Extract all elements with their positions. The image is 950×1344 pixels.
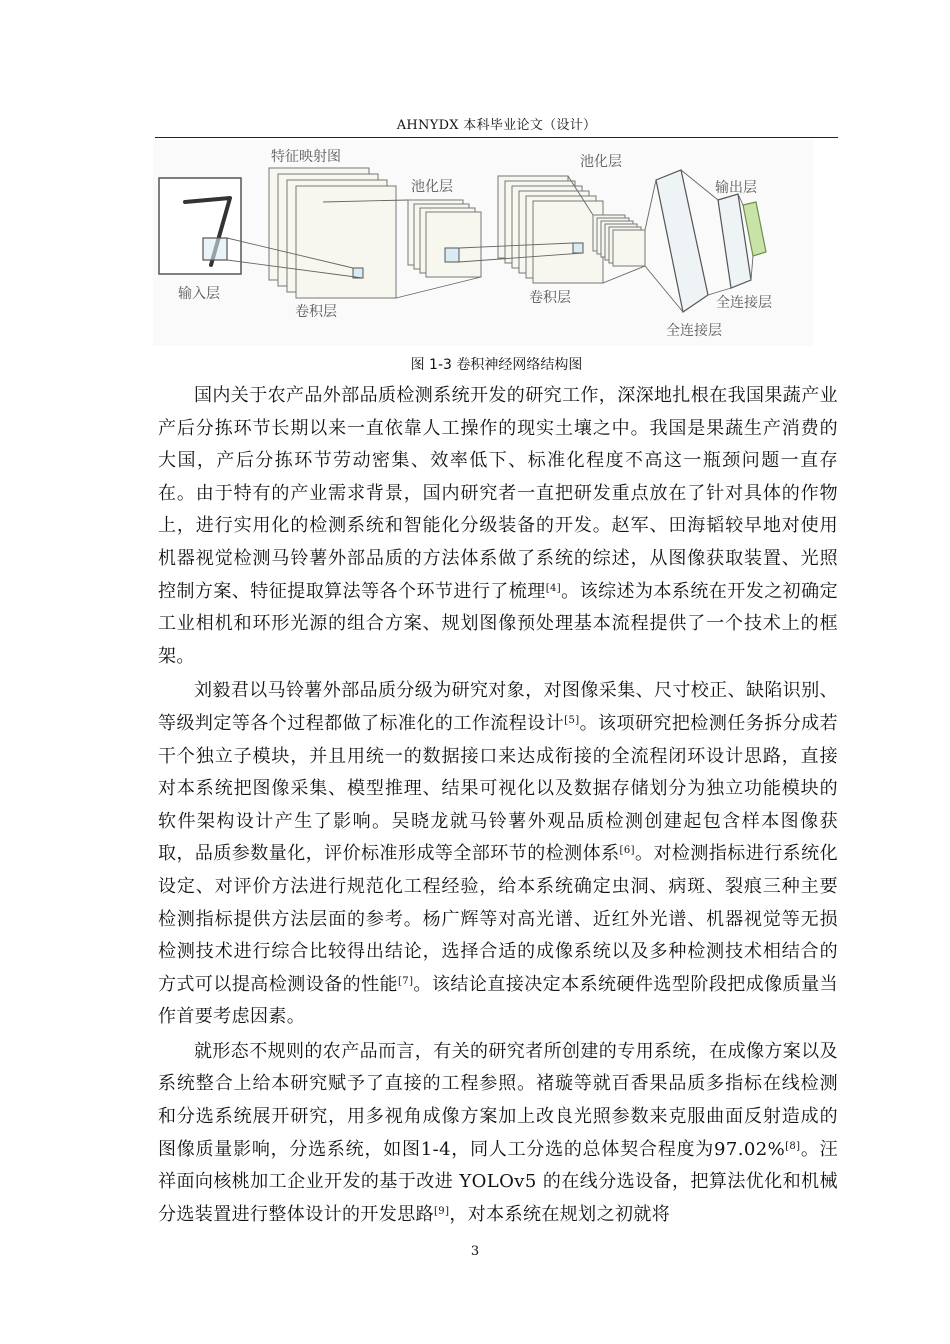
citation-ref: [5] [564,714,580,726]
citation-ref: [9] [434,1205,450,1217]
label-pooling-1: 池化层 [411,179,453,195]
text-run: 。该项研究把检测任务拆分成若干个独立子模块，并且用统一的数据接口来达成衔接的全流程闭环设计思路，直接对本系统把图像采集、模型推理、结果可视化以及数据存储划分为独立功能模块的软件架构设计产生了影响。吴晓龙就马铃薯外观品质检测创建起包含样本图像获取，品质参数量化，评价标准形成等全部环节的检测体系 [158,712,838,865]
conv2-cell [573,243,583,253]
text-run: 。该综述为本系统在开发之初确定工业相机和环形光源的组合方案、规划图像预处理基本流程提供了一个技术上的框架。 [158,580,839,667]
page-header: AHNYDX 本科毕业论文（设计） [396,118,597,133]
paragraph-3 [158,1036,838,1232]
body-text [158,380,838,1233]
text-run: 。汪祥面向核桃加工企业开发的基于改进 YOLOv5 的在线分选设备，把算法优化和机械分选装置进行整体设计的开发思路 [158,1138,838,1225]
label-fc-2: 全连接层 [666,323,722,339]
label-conv-1: 卷积层 [295,304,337,320]
label-output: 输出层 [715,180,757,196]
text-run: 。该结论直接决定本系统硬件选型阶段把成像质量当作首要考虑因素。 [158,973,838,1028]
text-run: 刘毅君以马铃薯外部品质分级为研究对象，对图像采集、尺寸校正、缺陷识别、等级判定等各个过程都做了标准化的工作流程设计 [158,680,838,734]
label-fc-1: 全连接层 [716,295,772,311]
label-pooling-2: 池化层 [580,154,622,170]
citation-ref: [6] [619,845,635,857]
figure-caption: 图 1-3 卷积神经网络结构图 [410,357,583,373]
input-image [159,178,241,274]
text-run: 就形态不规则的农产品而言，有关的研究者所创建的专用系统，在成像方案以及系统整合上给本研究赋予了直接的工程参照。褚璇等就百香果品质多指标在线检测和分选系统展开研究，用多视角成像方案加上改良光照参数来克服曲面反射造成的图像质量影响，分选系统，如图1-4，同人工分选的总体契合程度为97.02% [158,1040,838,1160]
header-rule [155,137,838,138]
label-conv-2: 卷积层 [529,290,571,306]
cnn-structure-figure [153,140,813,346]
input-receptive-field [203,238,227,260]
text-run: 国内关于农产品外部品质检测系统开发的研究工作，深深地扎根在我国果蔬产业产后分拣环节长期以来一直依靠人工操作的现实土壤之中。我国是果蔬生产消费的大国，产后分拣环节劳动密集、效率低下、标准化程度不高这一瓶颈问题一直存在。由于特有的产业需求背景，国内研究者一直把研发重点放在了针对具体的作物上，进行实用化的检测系统和智能化分级装备的开发。赵军、田海韬较早地对使用机器视觉检测马铃薯外部品质的方法体系做了系统的综述，从图像获取装置、光照控制方案、特征提取算法等各个环节进行了梳理 [158,385,838,602]
label-feature-map: 特征映射图 [271,149,341,165]
cnn-diagram [153,140,813,346]
citation-ref: [7] [398,975,414,987]
text-run: 。对检测指标进行系统化设定、对评价方法进行规范化工程经验，给本系统确定虫洞、病斑、裂痕三种主要检测指标提供方法层面的参考。杨广辉等对高光谱、近红外光谱、机器视觉等无损检测技术进行综合比较得出结论，选择合适的成像系统以及多种检测技术相结合的方式可以提高检测设备的性能 [158,843,838,995]
citation-ref: [4] [545,582,562,594]
pooling-map-4 [426,212,481,277]
label-input: 输入层 [178,286,220,302]
page-number: 3 [470,1244,480,1259]
paragraph-2 [158,675,838,1034]
text-run: ，对本系统在规划之初就将 [449,1203,671,1225]
pooling-cell [445,248,459,262]
pool2-map-6 [613,230,645,266]
feature-map-4 [296,186,396,298]
citation-ref: [8] [785,1140,801,1152]
paragraph-1 [158,380,838,673]
